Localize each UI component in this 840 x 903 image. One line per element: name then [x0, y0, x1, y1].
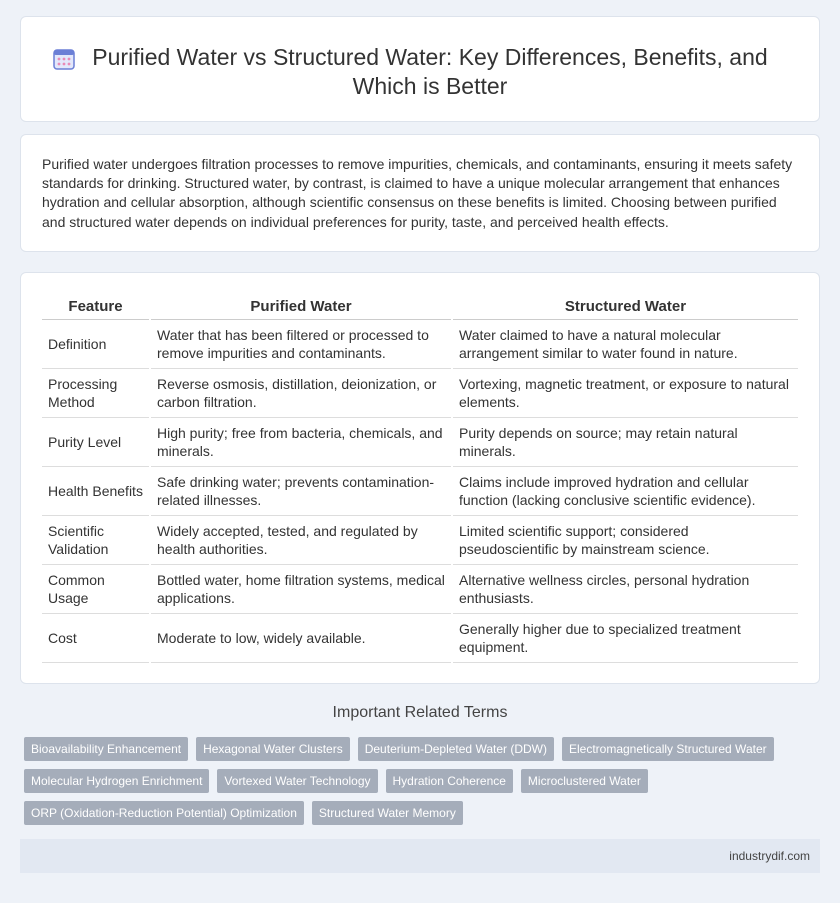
structured-cell: Water claimed to have a natural molecular arrangement similar to water found in nature. [452, 319, 798, 368]
comparison-card [20, 272, 820, 684]
table-row [42, 515, 798, 564]
comparison-table [42, 295, 798, 663]
purified-cell: Bottled water, home filtration systems, medical applications. [150, 564, 452, 613]
purified-cell: Safe drinking water; prevents contamination-related illnesses. [150, 466, 452, 515]
related-term-tag[interactable]: Microclustered Water [521, 769, 648, 793]
feature-cell: Definition [42, 319, 150, 368]
purified-cell: Reverse osmosis, distillation, deionization, or carbon filtration. [150, 368, 452, 417]
feature-cell: Processing Method [42, 368, 150, 417]
feature-cell: Common Usage [42, 564, 150, 613]
footer-site-link[interactable]: industrydif.com [729, 849, 810, 863]
intro-card [20, 134, 820, 252]
related-term-tag[interactable]: ORP (Oxidation-Reduction Potential) Optimization [24, 801, 304, 825]
table-header-row [42, 295, 798, 319]
feature-cell: Purity Level [42, 417, 150, 466]
purified-cell: Moderate to low, widely available. [150, 613, 452, 662]
purified-cell: Widely accepted, tested, and regulated by health authorities. [150, 515, 452, 564]
table-row [42, 466, 798, 515]
footer-bar [20, 839, 820, 873]
table-row [42, 368, 798, 417]
feature-cell: Cost [42, 613, 150, 662]
structured-cell: Claims include improved hydration and cellular function (lacking conclusive scientific evidence). [452, 466, 798, 515]
related-term-tag[interactable]: Vortexed Water Technology [217, 769, 377, 793]
related-term-tag[interactable]: Hexagonal Water Clusters [196, 737, 350, 761]
table-row [42, 319, 798, 368]
header-feature: Feature [42, 295, 150, 319]
related-term-tag[interactable]: Electromagnetically Structured Water [562, 737, 774, 761]
title-card [20, 16, 820, 122]
intro-paragraph: Purified water undergoes filtration processes to remove impurities, chemicals, and contaminants, ensuring it meets safety standards for drinking. Structured water, by contrast, is claimed to have a unique molecular arrangement that enhances hydration and cellular absorption, although scientific consensus on these benefits is limited. Choosing between purified and structured water depends on individual preferences for purity, taste, and perceived health effects. [42, 156, 793, 230]
related-terms-tags [24, 737, 804, 825]
header-purified-water: Purified Water [150, 295, 452, 319]
related-term-tag[interactable]: Bioavailability Enhancement [24, 737, 188, 761]
structured-cell: Limited scientific support; considered pseudoscientific by mainstream science. [452, 515, 798, 564]
table-row [42, 564, 798, 613]
structured-cell: Vortexing, magnetic treatment, or exposure to natural elements. [452, 368, 798, 417]
page-title: Purified Water vs Structured Water: Key Differences, Benefits, and Which is Better [92, 44, 768, 99]
related-terms-heading: Important Related Terms [332, 704, 508, 721]
related-term-tag[interactable]: Molecular Hydrogen Enrichment [24, 769, 209, 793]
structured-cell: Purity depends on source; may retain natural minerals. [452, 417, 798, 466]
table-row [42, 417, 798, 466]
feature-cell: Scientific Validation [42, 515, 150, 564]
structured-cell: Alternative wellness circles, personal hydration enthusiasts. [452, 564, 798, 613]
table-row [42, 613, 798, 662]
structured-cell: Generally higher due to specialized treatment equipment. [452, 613, 798, 662]
header-structured-water: Structured Water [452, 295, 798, 319]
feature-cell: Health Benefits [42, 466, 150, 515]
purified-cell: High purity; free from bacteria, chemicals, and minerals. [150, 417, 452, 466]
related-term-tag[interactable]: Structured Water Memory [312, 801, 463, 825]
purified-cell: Water that has been filtered or processed to remove impurities and contaminants. [150, 319, 452, 368]
related-term-tag[interactable]: Hydration Coherence [386, 769, 513, 793]
related-term-tag[interactable]: Deuterium-Depleted Water (DDW) [358, 737, 554, 761]
